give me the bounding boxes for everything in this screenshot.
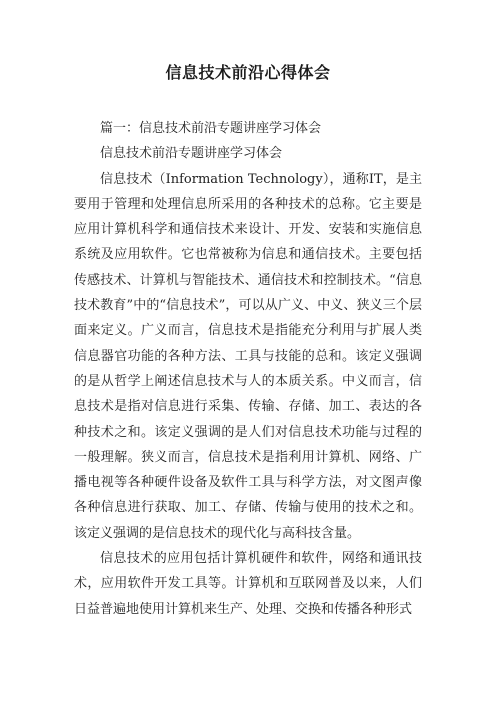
paragraph: 信息技术（Information Technology），通称IT，是主要用于管理和处理信息所采用的各种技术的总称。它主要是应用计算机科学和通信技术来设计、开发、安装和实施信息系统及应用软件。它也常被称为信息和通信技术。主要包括传感技术、计算机与智能技术、通信技术和控制技术。“信息技术教育”中的“信息技术”，可以从广义、中义、狭义三个层面来定义。广义而言，信息技术是指能充分利用与扩展人类信息器官功能的各种方法、工具与技能的总和。该定义强调的是从哲学上阐述信息技术与人的本质关系。中义而言，信息技术是指对信息进行采集、传输、存储、加工、表达的各种技术之和。该定义强调的是人们对信息技术功能与过程的一般理解。狭义而言，信息技术是指利用计算机、网络、广播电视等各种硬件设备及软件工具与科学方法，对文图声像各种信息进行获取、加工、存储、传输与使用的技术之和。该定义强调的是信息技术的现代化与高科技含量。 <box>74 171 422 541</box>
document-title: 信息技术前沿心得体会 <box>165 63 331 82</box>
section-heading: 篇一：信息技术前沿专题讲座学习体会 <box>100 121 322 136</box>
subheading: 信息技术前沿专题讲座学习体会 <box>100 146 283 162</box>
document-body <box>74 116 422 622</box>
paragraph: 信息技术的应用包括计算机硬件和软件，网络和通讯技术，应用软件开发工具等。计算机和互联网普及以来，人们日益普遍地使用计算机来生产、处理、交换和传播各种形式 <box>74 551 422 617</box>
